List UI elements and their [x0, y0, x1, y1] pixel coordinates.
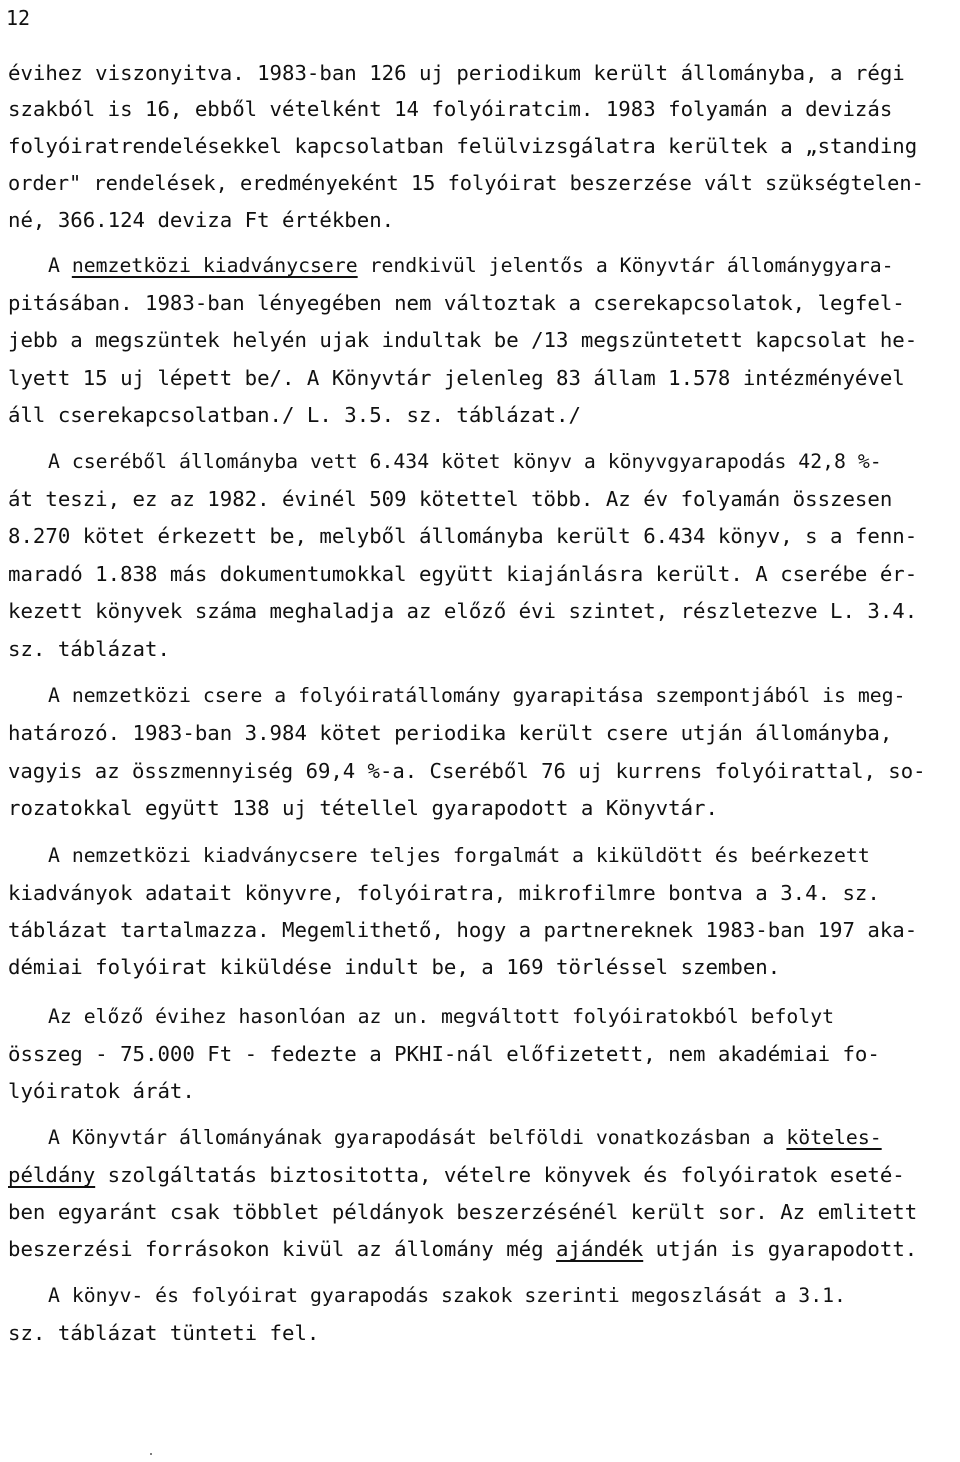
text-line: [8, 1041, 938, 1067]
text-segment: maradó 1.838 más dokumentumokkal együtt kiajánlásra került. A cserébe ér-: [8, 562, 918, 586]
text-line: [8, 290, 938, 316]
text-line: [8, 758, 938, 784]
text-line: [48, 449, 960, 475]
text-segment: szolgáltatás biztositotta, vételre könyvek és folyóiratok eseté-: [95, 1163, 905, 1187]
text-segment: rendkivül jelentős a Könyvtár állománygyara-: [357, 254, 894, 277]
text-segment: order" rendelések, eredményeként 15 folyóirat beszerzése vált szükségtelen-: [8, 171, 924, 195]
text-segment: A nemzetközi kiadványcsere teljes forgalmát a kiküldött és beérkezett: [48, 844, 870, 867]
underlined-term: nemzetközi kiadványcsere: [71, 254, 358, 277]
text-segment: szakból is 16, ebből vételként 14 folyóiratcim. 1983 folyamán a devizás: [8, 97, 893, 121]
text-segment: démiai folyóirat kiküldése indult be, a 169 törléssel szemben.: [8, 955, 781, 979]
text-line: [48, 253, 960, 279]
text-line: [8, 1078, 938, 1104]
scan-speck: [150, 1453, 152, 1455]
text-segment: sz. táblázat.: [8, 637, 170, 661]
text-line: [48, 1004, 960, 1030]
text-line: [8, 1236, 938, 1262]
underlined-term: ajándék: [556, 1237, 644, 1261]
text-segment: ben egyaránt csak többlet példányok beszerzésénél került sor. Az emlitett: [8, 1200, 918, 1224]
text-line: [8, 207, 938, 233]
text-segment: folyóiratrendelésekkel kapcsolatban felülvizsgálatra kerültek a „standing: [8, 134, 918, 158]
text-line: [8, 598, 938, 624]
text-segment: A: [48, 254, 72, 277]
text-line: [8, 795, 938, 821]
text-segment: utján is gyarapodott.: [643, 1237, 918, 1261]
text-segment: kiadványok adatait könyvre, folyóiratra, mikrofilmre bontva a 3.4. sz.: [8, 881, 880, 905]
text-line: [8, 365, 938, 391]
text-line: [8, 561, 938, 587]
text-segment: A nemzetközi csere a folyóiratállomány gyarapitása szempontjából is meg-: [48, 684, 906, 707]
text-line: [48, 1283, 960, 1309]
text-segment: évihez viszonyitva. 1983-ban 126 uj periodikum került állományba, a régi: [8, 61, 905, 85]
text-segment: kezett könyvek száma meghaladja az előző évi szintet, részletezve L. 3.4.: [8, 599, 918, 623]
text-segment: 8.270 kötet érkezett be, melyből állományba került 6.434 könyv, s a fenn-: [8, 524, 918, 548]
text-line: [8, 96, 938, 122]
text-line: [8, 523, 938, 549]
text-segment: át teszi, ez az 1982. évinél 509 kötettel több. Az év folyamán összesen: [8, 487, 893, 511]
underlined-term: köteles-: [786, 1126, 882, 1149]
text-line: [8, 720, 938, 746]
text-segment: sz. táblázat tünteti fel.: [8, 1321, 320, 1345]
text-segment: Az előző évihez hasonlóan az un. megváltott folyóiratokból befolyt: [48, 1005, 835, 1028]
text-segment: rozatokkal együtt 138 uj tétellel gyarapodott a Könyvtár.: [8, 796, 718, 820]
text-segment: beszerzési forrásokon kivül az állomány még: [8, 1237, 557, 1261]
underlined-term: példány: [8, 1163, 96, 1187]
text-segment: áll cserekapcsolatban./ L. 3.5. sz. táblázat./: [8, 403, 581, 427]
text-line: [48, 1125, 960, 1151]
text-segment: összeg - 75.000 Ft - fedezte a PKHI-nál előfizetett, nem akadémiai fo-: [8, 1042, 880, 1066]
text-line: [8, 1162, 938, 1188]
text-line: [8, 133, 938, 159]
text-line: [8, 327, 938, 353]
page-number: 12: [6, 6, 31, 30]
text-segment: lyett 15 uj lépett be/. A Könyvtár jelenleg 83 állam 1.578 intézményével: [8, 366, 905, 390]
text-line: [8, 170, 938, 196]
text-segment: vagyis az összmennyiség 69,4 %-a. Cseréből 76 uj kurrens folyóirattal, so-: [8, 759, 926, 783]
text-line: [8, 880, 938, 906]
text-line: [8, 486, 938, 512]
text-line: [8, 402, 938, 428]
text-line: [8, 636, 938, 662]
text-line: [8, 917, 938, 943]
text-line: [8, 954, 938, 980]
text-segment: né, 366.124 deviza Ft értékben.: [8, 208, 395, 232]
text-line: [8, 1199, 938, 1225]
text-segment: jebb a megszüntek helyén ujak indultak be /13 megszüntetett kapcsolat he-: [8, 328, 918, 352]
text-segment: határozó. 1983-ban 3.984 kötet periodika került csere utján állományba,: [8, 721, 893, 745]
text-segment: A könyv- és folyóirat gyarapodás szakok szerinti megoszlását a 3.1.: [48, 1284, 846, 1307]
text-segment: A Könyvtár állományának gyarapodását belföldi vonatkozásban a: [48, 1126, 787, 1149]
text-segment: A cseréből állományba vett 6.434 kötet könyv a könyvgyarapodás 42,8 %-: [48, 450, 882, 473]
text-line: [8, 60, 938, 86]
text-segment: pitásában. 1983-ban lényegében nem változtak a cserekapcsolatok, legfel-: [8, 291, 905, 315]
text-segment: lyóiratok árát.: [8, 1079, 195, 1103]
text-line: [48, 843, 960, 869]
text-segment: táblázat tartalmazza. Megemlithető, hogy a partnereknek 1983-ban 197 aka-: [8, 918, 918, 942]
text-line: [8, 1320, 938, 1346]
text-line: [48, 683, 960, 709]
